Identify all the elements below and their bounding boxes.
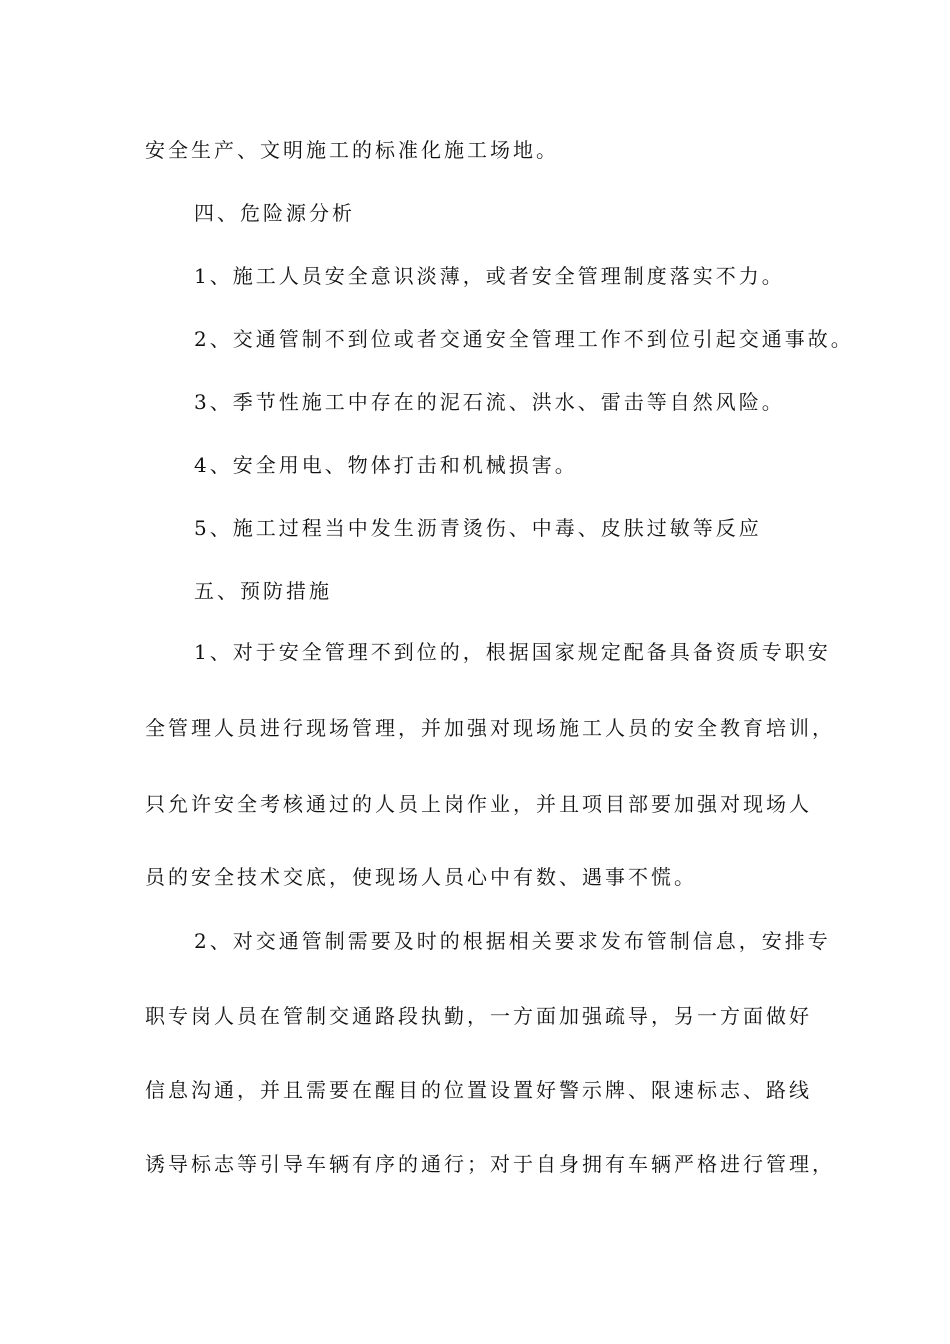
paragraph-continuation-line: 安全生产、文明施工的标准化施工场地。 [145, 138, 559, 162]
hazard-item-4: 4、安全用电、物体打击和机械损害。 [194, 453, 578, 477]
measure-2-line-2: 职专岗人员在管制交通路段执勤，一方面加强疏导，另一方面做好 [145, 1004, 812, 1028]
hazard-item-1: 1、施工人员安全意识淡薄，或者安全管理制度落实不力。 [194, 264, 785, 288]
section-heading-hazard-analysis: 四、危险源分析 [194, 201, 355, 225]
hazard-item-5: 5、施工过程当中发生沥青烫伤、中毒、皮肤过敏等反应 [194, 516, 762, 540]
measure-1-line-3: 只允许安全考核通过的人员上岗作业，并且项目部要加强对现场人 [145, 792, 812, 816]
measure-2-line-4: 诱导标志等引导车辆有序的通行；对于自身拥有车辆严格进行管理， [145, 1152, 835, 1176]
measure-1-line-1: 1、对于安全管理不到位的，根据国家规定配备具备资质专职安 [194, 640, 831, 664]
measure-1-line-4: 员的安全技术交底，使现场人员心中有数、遇事不慌。 [145, 865, 697, 889]
hazard-item-3: 3、季节性施工中存在的泥石流、洪水、雷击等自然风险。 [194, 390, 785, 414]
measure-2-line-3: 信息沟通，并且需要在醒目的位置设置好警示牌、限速标志、路线 [145, 1078, 812, 1102]
measure-1-line-2: 全管理人员进行现场管理，并加强对现场施工人员的安全教育培训， [145, 716, 835, 740]
hazard-item-2: 2、交通管制不到位或者交通安全管理工作不到位引起交通事故。 [194, 327, 854, 351]
measure-2-line-1: 2、对交通管制需要及时的根据相关要求发布管制信息，安排专 [194, 929, 831, 953]
section-heading-preventive-measures: 五、预防措施 [194, 579, 332, 603]
